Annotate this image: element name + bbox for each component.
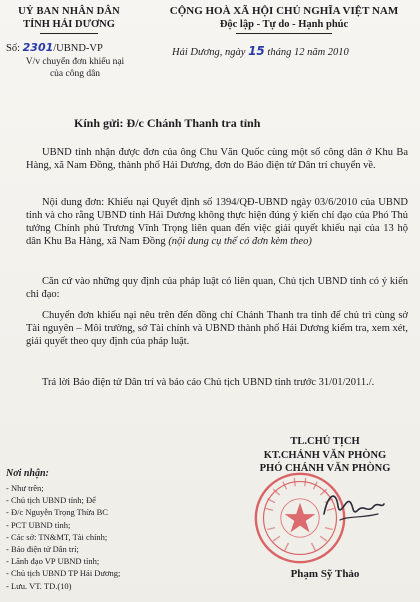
body-paragraph-1 [26, 146, 408, 172]
greeting: Kính gửi: Đ/c Chánh Thanh tra tỉnh [74, 116, 261, 130]
body-paragraph-3 [26, 275, 408, 301]
body-paragraph-4 [26, 309, 408, 348]
signature-title-3: PHÓ CHÁNH VĂN PHÒNG [259, 463, 391, 474]
para2-text: Nội dung đơn: Khiếu nại Quyết định số 1394/QĐ-UBND ngày 03/6/2010 của UBND tỉnh và cho rằng UBND tỉnh Hải Dương không thực hiện đúng ý kiến chỉ đạo của Phó Thủ tướng Chính phủ Trương Vĩnh Trọng liên quan đến việc giải quyết khiếu nại của 13 hộ dân Khu Ba Hàng, xã Nam Đồng [26, 197, 408, 247]
signature-title-1: TL.CHỦ TỊCH [290, 436, 360, 447]
subject-line1: V/v chuyển đơn khiếu nại [25, 57, 125, 67]
recipient-item: - Lãnh đạo VP UBND tỉnh; [6, 556, 100, 567]
body-paragraph-5 [26, 376, 408, 389]
handwritten-signature-icon [318, 484, 388, 528]
para4-text: Chuyển đơn khiếu nại nêu trên đến đồng chí Chánh Thanh tra tỉnh để chủ trì cùng sở Tài nguyên – Môi trường, sở Tài chính và UBND thành phố Hải Dương kiểm tra, xem xét, giải quyết theo quy định của pháp luật. [26, 310, 408, 347]
issuing-org-line1: UỶ BAN NHÂN DÂN [18, 6, 120, 17]
signature-title-2: KT.CHÁNH VĂN PHÒNG [263, 450, 387, 461]
recipient-item: - Chủ tịch UBND tỉnh; Để [6, 495, 96, 506]
signer-name: Phạm Sỹ Thảo [290, 568, 360, 580]
recipient-item: - Các sở: TN&MT, Tài chính; [6, 531, 108, 542]
motto-underline [236, 33, 332, 34]
doc-number-prefix: Số: [6, 43, 21, 54]
recipient-item: - Báo điện tử Dân trí; [6, 543, 79, 554]
org-underline [40, 33, 98, 34]
national-title: CỘNG HOÀ XÃ HỘI CHỦ NGHĨA VIỆT NAM [169, 5, 399, 17]
document-number [6, 41, 103, 54]
date-month-year: tháng 12 năm 2010 [267, 47, 349, 58]
para5-text: Trả lời Báo điện tử Dân trí và báo cáo Chủ tịch UBND tỉnh trước 31/01/2011./. [42, 377, 375, 388]
doc-number-value: 2301 [22, 41, 54, 54]
date-place: Hải Dương, ngày [172, 47, 246, 58]
recipient-item: - Như trên; [6, 483, 44, 493]
recipients-title: Nơi nhận: [6, 468, 49, 479]
para3-text: Căn cứ vào những quy định của pháp luật có liên quan, Chủ tịch UBND tỉnh có ý kiến chỉ đạo: [26, 276, 408, 300]
national-motto: Độc lập - Tự do - Hạnh phúc [219, 19, 349, 30]
body-paragraph-2 [26, 196, 408, 248]
recipient-item: - Chủ tịch UBND TP Hải Dương; [6, 568, 121, 579]
document-date [172, 44, 349, 58]
document-subject [10, 56, 140, 80]
para1-text: UBND tỉnh nhận được đơn của ông Chu Văn Quốc cùng một số công dân ở Khu Ba Hàng, xã Nam Đồng, thành phố Hải Dương, đơn do Báo điện tử Dân trí chuyển về. [26, 147, 408, 171]
doc-number-suffix: /UBND-VP [53, 43, 103, 54]
issuing-org-line2: TỈNH HẢI DƯƠNG [23, 19, 115, 30]
para2-note: (nội dung cụ thể có đơn kèm theo) [168, 236, 312, 247]
recipients-list [6, 482, 120, 592]
recipient-item: - PCT UBND tỉnh; [6, 519, 71, 530]
subject-line2: của công dân [49, 69, 101, 79]
date-day: 15 [248, 44, 265, 58]
recipient-item: - Lưu. VT. TD.(10) [6, 580, 72, 591]
recipient-item: - Đ/c Nguyễn Trọng Thừa BC [6, 507, 108, 518]
